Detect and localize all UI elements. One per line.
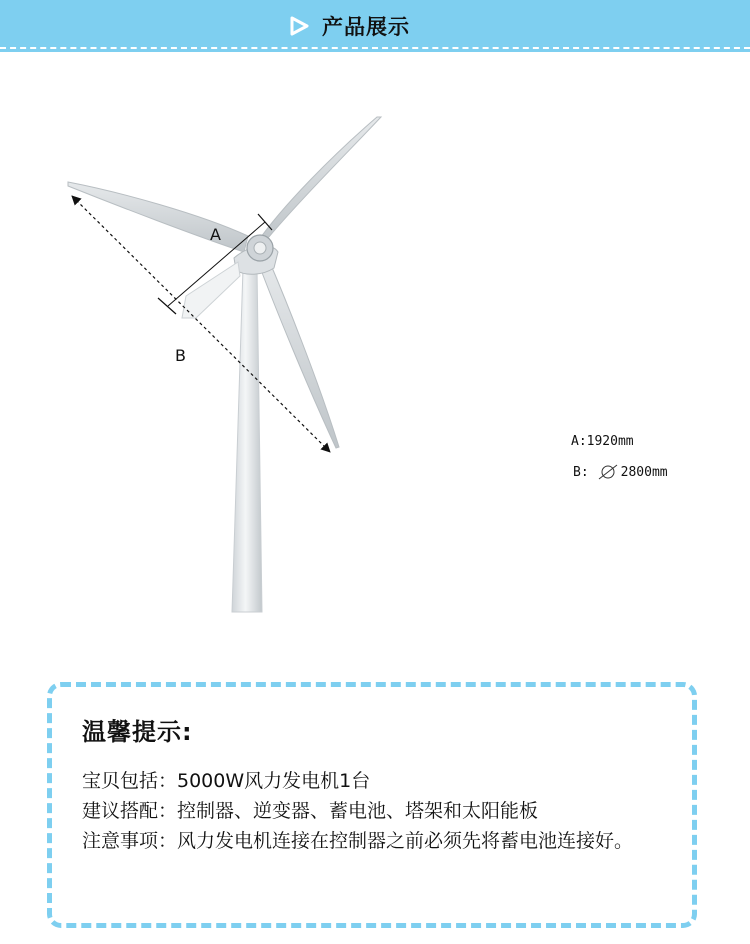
section-title: 产品展示 bbox=[322, 15, 410, 39]
turbine-tail bbox=[182, 262, 240, 318]
turbine-blade-bottom bbox=[258, 258, 339, 448]
tips-line-notice: 注意事项：风力发电机连接在控制器之前必须先将蓄电池连接好。 bbox=[82, 830, 634, 852]
turbine-blade-right bbox=[256, 117, 381, 244]
spec-b-label: B: bbox=[573, 464, 589, 480]
spec-a-value: 1920mm bbox=[586, 434, 634, 449]
dimension-a-label: A bbox=[210, 225, 221, 244]
header-dashed-line bbox=[0, 47, 750, 49]
section-header bbox=[288, 10, 410, 42]
dimension-b-label: B bbox=[175, 346, 186, 365]
wind-turbine-photo bbox=[0, 60, 750, 660]
play-triangle-icon bbox=[288, 15, 310, 37]
spec-b bbox=[573, 464, 668, 480]
spec-b-value: 2800mm bbox=[620, 464, 668, 480]
turbine-tower bbox=[232, 268, 262, 612]
turbine-blade-left bbox=[68, 182, 248, 252]
tips-list bbox=[82, 766, 692, 856]
spec-a-label: A: bbox=[571, 434, 587, 449]
diameter-icon bbox=[597, 464, 619, 480]
tips-title: 温馨提示: bbox=[82, 718, 193, 746]
spec-a bbox=[571, 434, 634, 449]
tips-line-package: 宝贝包括：5000W风力发电机1台 bbox=[82, 770, 371, 792]
tips-line-suggestion: 建议搭配：控制器、逆变器、蓄电池、塔架和太阳能板 bbox=[82, 800, 539, 822]
